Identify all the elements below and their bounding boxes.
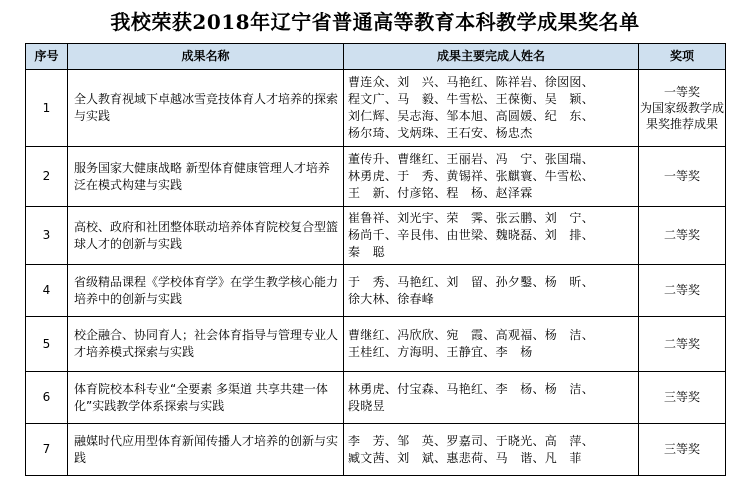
row-serial: 5 [26, 317, 68, 372]
row-achievement-name: 高校、政府和社团整体联动培养体育院校复合型篮球人才的创新与实践 [68, 207, 344, 265]
table-row [26, 424, 726, 476]
table-row [26, 207, 726, 265]
row-award: 三等奖 [639, 372, 726, 424]
row-serial: 6 [26, 372, 68, 424]
row-award: 二等奖 [639, 317, 726, 372]
row-contributors: 董传升、曹继红、王丽岩、冯 宁、张国瑞、 林勇虎、于 秀、黄锡祥、张麒寰、牛雪松、 王 新、付彦铭、程 杨、赵泽霖 [344, 147, 639, 207]
row-serial: 7 [26, 424, 68, 476]
row-achievement-name: 体育院校本科专业“全要素 多渠道 共享共建一体化”实践教学体系探索与实践 [68, 372, 344, 424]
row-award: 一等奖 [639, 147, 726, 207]
row-contributors: 李 芳、邹 英、罗嘉司、于晓光、高 萍、 臧文茜、刘 斌、惠悲荷、马 谐、凡 菲 [344, 424, 639, 476]
row-award-cell [639, 70, 726, 147]
row-serial: 4 [26, 265, 68, 317]
row-achievement-name: 服务国家大健康战略 新型体育健康管理人才培养泛在模式构建与实践 [68, 147, 344, 207]
row-award-note: 为国家级教学成果奖推荐成果 [639, 101, 724, 131]
row-achievement-name: 全人教育视域下卓越冰雪竞技体育人才培养的探索与实践 [68, 70, 344, 147]
row-award: 二等奖 [639, 265, 726, 317]
row-serial: 3 [26, 207, 68, 265]
header-serial: 序号 [26, 44, 68, 70]
row-contributors: 曹连众、刘 兴、马艳红、陈祥岩、徐囡囡、 程文广、马 毅、牛雪松、王葆衡、吴 颖、 刘仁辉、吴志海、邹本旭、高圆媛、纪 东、 杨尔琦、戈炳珠、王石安、杨忠杰 [344, 70, 639, 147]
table-row [26, 70, 726, 147]
header-main-contributors: 成果主要完成人姓名 [344, 44, 639, 70]
row-achievement-name: 省级精品课程《学校体育学》在学生教学核心能力培养中的创新与实践 [68, 265, 344, 317]
row-achievement-name: 校企融合、协同育人；社会体育指导与管理专业人才培养模式探索与实践 [68, 317, 344, 372]
row-contributors: 林勇虎、付宝森、马艳红、李 杨、杨 洁、 段晓昱 [344, 372, 639, 424]
table-row [26, 317, 726, 372]
table-row [26, 265, 726, 317]
row-award: 三等奖 [639, 424, 726, 476]
row-serial: 1 [26, 70, 68, 147]
row-achievement-name: 融媒时代应用型体育新闻传播人才培养的创新与实践 [68, 424, 344, 476]
table-row [26, 372, 726, 424]
awards-table [25, 43, 726, 476]
table-header-row [26, 44, 726, 70]
page-title: 我校荣获2018年辽宁省普通高等教育本科教学成果奖名单 [110, 10, 640, 34]
header-achievement-name: 成果名称 [68, 44, 344, 70]
row-award: 一等奖 [663, 85, 700, 99]
row-award: 二等奖 [639, 207, 726, 265]
row-contributors: 于 秀、马艳红、刘 留、孙夕鑿、杨 昕、 徐大林、徐春峰 [344, 265, 639, 317]
row-contributors: 曹继红、冯欣欣、宛 霞、高观福、杨 洁、 王桂红、方海明、王静宜、李 杨 [344, 317, 639, 372]
row-contributors: 崔鲁祥、刘光宇、荣 霁、张云鹏、刘 宁、 杨尚千、辛艮伟、由世梁、魏晓磊、刘 排、 秦 聪 [344, 207, 639, 265]
row-serial: 2 [26, 147, 68, 207]
table-row [26, 147, 726, 207]
header-award: 奖项 [639, 44, 726, 70]
